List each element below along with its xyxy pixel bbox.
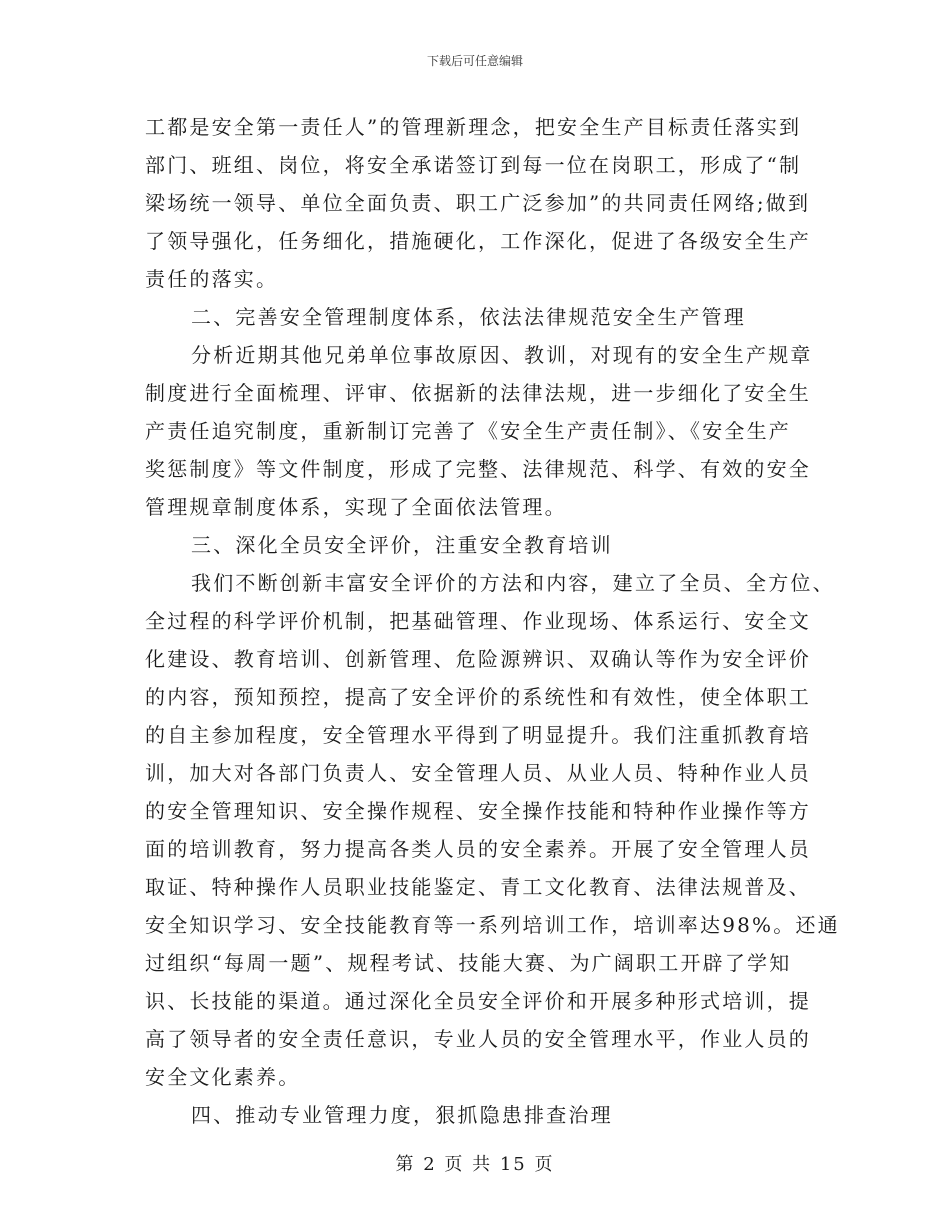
- paragraph-line: 全过程的科学评价机制，把基础管理、作业现场、体系运行、安全文: [145, 609, 811, 633]
- paragraph-line: 产责任追究制度，重新制订完善了《安全生产责任制》、《安全生产: [145, 419, 791, 443]
- paragraph-line: 我们不断创新丰富安全评价的方法和内容，建立了全员、全方位、: [191, 571, 835, 595]
- paragraph-line: 识、长技能的渠道。通过深化全员安全评价和开展多种形式培训，提: [145, 989, 811, 1013]
- section-heading-4: 四、推动专业管理力度，狠抓隐患排查治理: [191, 1103, 613, 1127]
- paragraph-line: 取证、特种操作人员职业技能鉴定、青工文化教育、法律法规普及、: [145, 875, 811, 899]
- page-footer: 第 2 页 共 15 页: [395, 1154, 555, 1175]
- paragraph-line: 的内容，预知预控，提高了安全评价的系统性和有效性，使全体职工: [145, 685, 811, 709]
- paragraph-line: 部门、班组、岗位，将安全承诺签订到每一位在岗职工，形成了“制: [145, 153, 802, 177]
- paragraph-line: 安全知识学习、安全技能教育等一系列培训工作，培训率达98%。还通: [145, 913, 840, 937]
- paragraph-line: 的安全管理知识、安全操作规程、安全操作技能和特种作业操作等方: [145, 799, 811, 823]
- paragraph-line: 训，加大对各部门负责人、安全管理人员、从业人员、特种作业人员: [145, 761, 811, 785]
- paragraph-line: 奖惩制度》等文件制度，形成了完整、法律规范、科学、有效的安全: [145, 457, 811, 481]
- paragraph-line: 工都是安全第一责任人”的管理新理念，把安全生产目标责任落实到: [145, 115, 802, 139]
- section-heading-3: 三、深化全员安全评价，注重安全教育培训: [191, 533, 613, 557]
- paragraph-line: 过组织“每周一题”、规程考试、技能大赛、为广阔职工开辟了学知: [145, 951, 792, 975]
- paragraph-line: 分析近期其他兄弟单位事故原因、教训，对现有的安全生产规章: [191, 343, 813, 367]
- paragraph-line: 管理规章制度体系，实现了全面依法管理。: [145, 495, 567, 519]
- document-body: [145, 108, 840, 1134]
- paragraph-line: 的自主参加程度，安全管理水平得到了明显提升。我们注重抓教育培: [145, 723, 811, 747]
- paragraph-line: 责任的落实。: [145, 267, 279, 291]
- paragraph-line: 化建设、教育培训、创新管理、危险源辨识、双确认等作为安全评价: [145, 647, 811, 671]
- paragraph-1: [145, 108, 810, 298]
- paragraph-2: [145, 336, 813, 526]
- paragraph-line: 高了领导者的安全责任意识，专业人员的安全管理水平，作业人员的: [145, 1027, 811, 1051]
- section-heading-2: 二、完善安全管理制度体系，依法法律规范安全生产管理: [191, 305, 746, 329]
- paragraph-line: 面的培训教育，努力提高各类人员的安全素养。开展了安全管理人员: [145, 837, 811, 861]
- paragraph-line: 安全文化素养。: [145, 1065, 301, 1089]
- paragraph-line: 梁场统一领导、单位全面负责、职工广泛参加”的共同责任网络;做到: [145, 191, 811, 215]
- paragraph-line: 制度进行全面梳理、评审、依据新的法律法规，进一步细化了安全生: [145, 381, 811, 405]
- page-header: 下载后可任意编辑: [426, 54, 523, 68]
- paragraph-line: 了领导强化，任务细化，措施硬化，工作深化，促进了各级安全生产: [145, 229, 811, 253]
- paragraph-3: [145, 564, 840, 1096]
